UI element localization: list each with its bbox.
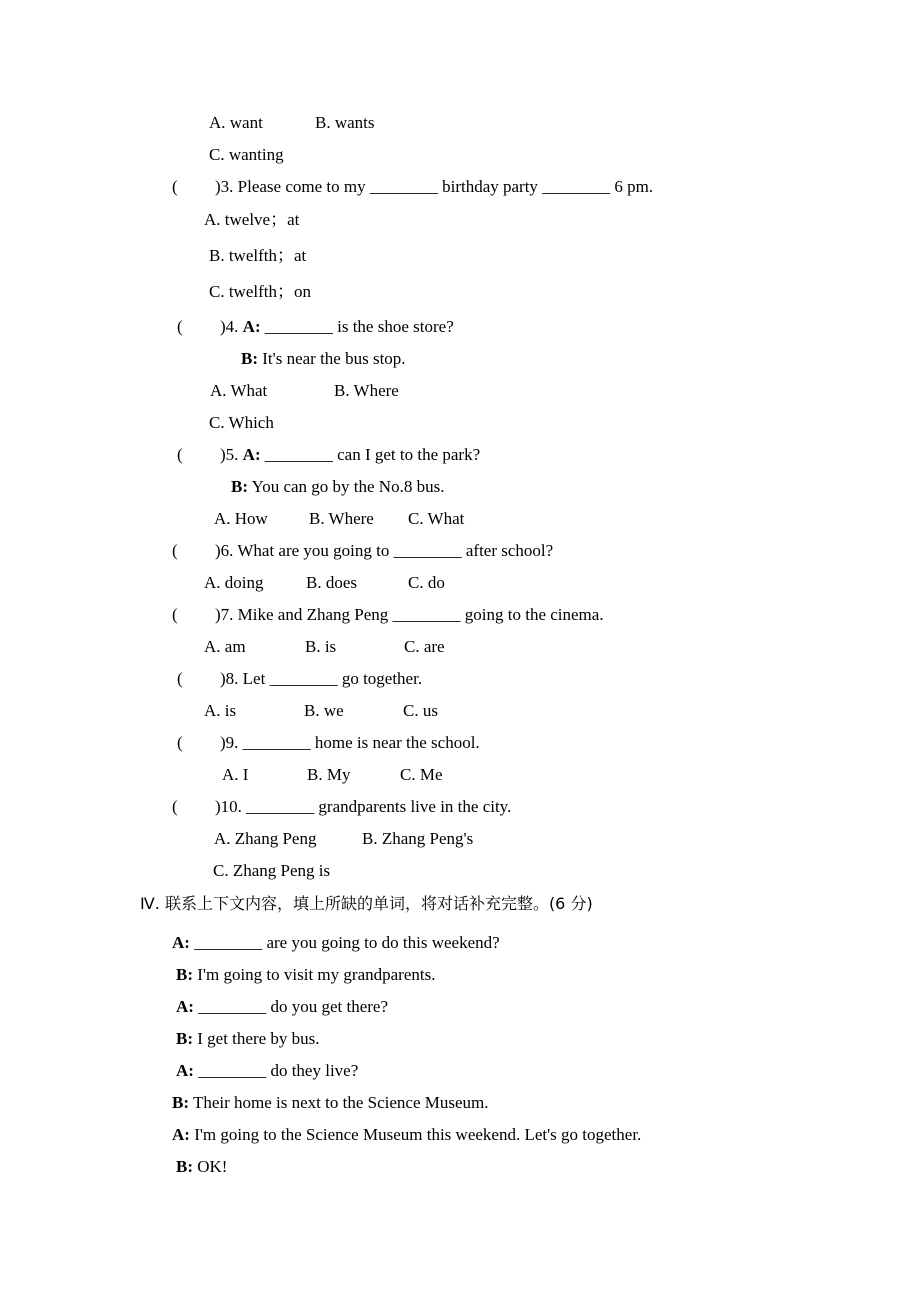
line-text: )5. bbox=[220, 445, 243, 464]
text-line bbox=[306, 573, 357, 593]
dialogue-text: ________ can I get to the park? bbox=[260, 445, 481, 464]
text-line bbox=[408, 509, 464, 529]
section-heading bbox=[140, 894, 593, 914]
text-line bbox=[220, 669, 422, 689]
text-line bbox=[307, 765, 350, 785]
line-text: ( bbox=[177, 445, 183, 464]
line-text: A. am bbox=[204, 637, 246, 656]
answer-bracket bbox=[172, 177, 178, 197]
line-text: C. Zhang Peng is bbox=[213, 861, 331, 880]
line-text: B. is bbox=[305, 637, 337, 656]
line-text: Ⅳ. 联系上下文内容，填上所缺的单词，将对话补充完整。(6 分) bbox=[140, 894, 593, 913]
text-line bbox=[404, 637, 445, 657]
line-text: )9. ________ home is near the school. bbox=[220, 733, 480, 752]
line-text: B. Where bbox=[334, 381, 399, 400]
line-text: ( bbox=[172, 797, 178, 816]
answer-bracket bbox=[177, 445, 183, 465]
text-line bbox=[220, 317, 454, 337]
line-text: C. Which bbox=[209, 413, 274, 432]
text-line bbox=[334, 381, 399, 401]
text-line bbox=[215, 605, 604, 625]
answer-bracket bbox=[172, 797, 178, 817]
text-line bbox=[209, 113, 263, 133]
line-text: )4. bbox=[220, 317, 243, 336]
line-text: ( bbox=[172, 605, 178, 624]
text-line bbox=[210, 381, 267, 401]
dialogue-text: Their home is next to the Science Museum. bbox=[189, 1093, 489, 1112]
text-line bbox=[172, 933, 500, 953]
text-line bbox=[214, 509, 268, 529]
text-line bbox=[176, 997, 388, 1017]
answer-bracket bbox=[177, 669, 183, 689]
line-text: B. wants bbox=[315, 113, 375, 132]
dialogue-text: I'm going to visit my grandparents. bbox=[193, 965, 436, 984]
text-line bbox=[209, 145, 284, 165]
text-line bbox=[304, 701, 344, 721]
line-text: A. What bbox=[210, 381, 268, 400]
line-text: C. Me bbox=[400, 765, 443, 784]
speaker-label: B: bbox=[176, 965, 193, 984]
text-line bbox=[176, 1061, 358, 1081]
text-line bbox=[213, 861, 330, 881]
line-text: A. twelve；at bbox=[204, 210, 300, 229]
line-text: ( bbox=[172, 541, 178, 560]
line-text: C. do bbox=[408, 573, 445, 592]
line-text: )10. ________ grandparents live in the city. bbox=[215, 797, 512, 816]
speaker-label: A: bbox=[172, 1125, 190, 1144]
speaker-label: B: bbox=[176, 1157, 193, 1176]
line-text: A. Zhang Peng bbox=[214, 829, 317, 848]
text-line bbox=[309, 509, 374, 529]
dialogue-text: OK! bbox=[193, 1157, 228, 1176]
line-text: B. Zhang Peng's bbox=[362, 829, 474, 848]
text-line bbox=[222, 765, 248, 785]
dialogue-text: You can go by the No.8 bus. bbox=[248, 477, 445, 496]
text-line bbox=[176, 1157, 227, 1177]
text-line bbox=[403, 701, 438, 721]
text-line bbox=[305, 637, 336, 657]
speaker-label: A: bbox=[176, 1061, 194, 1080]
line-text: A. How bbox=[214, 509, 268, 528]
answer-bracket bbox=[172, 541, 178, 561]
line-text: A. doing bbox=[204, 573, 264, 592]
line-text: C. twelfth；on bbox=[209, 282, 311, 301]
line-text: ( bbox=[177, 733, 183, 752]
line-text: B. twelfth；at bbox=[209, 246, 307, 265]
dialogue-text: I get there by bus. bbox=[193, 1029, 320, 1048]
line-text: ( bbox=[177, 317, 183, 336]
text-line bbox=[172, 1125, 641, 1145]
speaker-label: B: bbox=[176, 1029, 193, 1048]
line-text: ( bbox=[177, 669, 183, 688]
text-line bbox=[214, 829, 316, 849]
text-line bbox=[209, 413, 274, 433]
line-text: ( bbox=[172, 177, 178, 196]
dialogue-text: ________ do they live? bbox=[193, 1061, 359, 1080]
dialogue-text: ________ is the shoe store? bbox=[260, 317, 454, 336]
dialogue-text: ________ are you going to do this weekend? bbox=[189, 933, 500, 952]
answer-bracket bbox=[172, 605, 178, 625]
text-line bbox=[204, 637, 246, 657]
speaker-label: B: bbox=[231, 477, 248, 496]
text-line bbox=[231, 477, 444, 497]
text-line bbox=[220, 445, 480, 465]
text-line bbox=[408, 573, 445, 593]
dialogue-text: It's near the bus stop. bbox=[258, 349, 406, 368]
line-text: )7. Mike and Zhang Peng ________ going to the cinema. bbox=[215, 605, 604, 624]
text-line bbox=[172, 1093, 488, 1113]
text-line bbox=[220, 733, 480, 753]
answer-bracket bbox=[177, 733, 183, 753]
text-line bbox=[400, 765, 443, 785]
line-text: C. are bbox=[404, 637, 445, 656]
text-line bbox=[241, 349, 406, 369]
line-text: )8. Let ________ go together. bbox=[220, 669, 423, 688]
line-text: C. What bbox=[408, 509, 465, 528]
speaker-label: B: bbox=[172, 1093, 189, 1112]
line-text: A. is bbox=[204, 701, 237, 720]
speaker-label: A: bbox=[242, 445, 261, 464]
line-text: C. us bbox=[403, 701, 438, 720]
text-line bbox=[215, 541, 553, 561]
speaker-label: A: bbox=[242, 317, 261, 336]
text-line bbox=[176, 965, 435, 985]
line-text: )3. Please come to my ________ birthday party ________ 6 pm. bbox=[215, 177, 654, 196]
line-text: B. My bbox=[307, 765, 351, 784]
line-text: A. want bbox=[209, 113, 263, 132]
speaker-label: A: bbox=[172, 933, 190, 952]
text-line bbox=[315, 113, 375, 133]
speaker-label: A: bbox=[176, 997, 194, 1016]
text-line bbox=[362, 829, 473, 849]
text-line bbox=[209, 282, 311, 302]
text-line bbox=[209, 246, 306, 266]
line-text: B. we bbox=[304, 701, 344, 720]
text-line bbox=[204, 701, 236, 721]
text-line bbox=[215, 177, 653, 197]
text-line bbox=[176, 1029, 320, 1049]
text-line bbox=[204, 210, 299, 230]
answer-bracket bbox=[177, 317, 183, 337]
line-text: )6. What are you going to ________ after school? bbox=[215, 541, 554, 560]
line-text: C. wanting bbox=[209, 145, 284, 164]
line-text: B. Where bbox=[309, 509, 374, 528]
text-line bbox=[204, 573, 264, 593]
dialogue-text: I'm going to the Science Museum this weekend. Let's go together. bbox=[189, 1125, 642, 1144]
line-text: A. I bbox=[222, 765, 249, 784]
dialogue-text: ________ do you get there? bbox=[193, 997, 388, 1016]
line-text: B. does bbox=[306, 573, 357, 592]
speaker-label: B: bbox=[241, 349, 258, 368]
text-line bbox=[215, 797, 511, 817]
